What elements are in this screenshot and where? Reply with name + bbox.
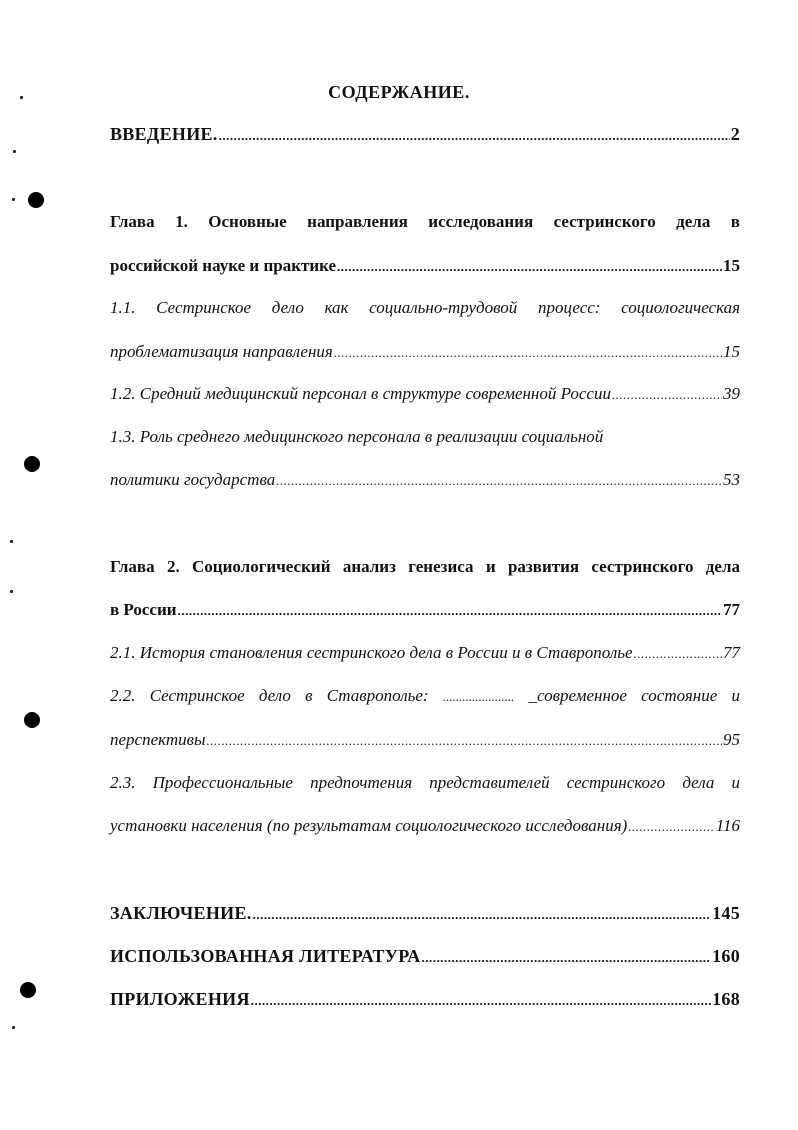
page-number: 168: [712, 989, 740, 1009]
page-number: 2: [730, 124, 740, 144]
dot-leader: [219, 128, 730, 144]
section-2-2-subtitle: _современное состояние и: [528, 686, 740, 705]
punch-hole: [24, 456, 40, 472]
toc-entry-appendix[interactable]: [110, 989, 740, 1010]
toc-entry-text: 1.2. Средний медицинский персонал в структуре современной России: [110, 384, 611, 403]
toc-entry-text: ЗАКЛЮЧЕНИЕ.: [110, 903, 252, 923]
scan-speck: [10, 540, 13, 543]
dot-leader: [634, 646, 722, 662]
section-2-3-heading: 2.3. Профессиональные предпочтения представителей сестринского дела и: [110, 773, 740, 792]
toc-entry-text: в России: [110, 600, 177, 619]
section-2-2-title: 2.2. Сестринское дело в Ставрополье:: [110, 686, 429, 705]
toc-entry-section-2-1[interactable]: [110, 643, 740, 663]
toc-entry-section-2-2[interactable]: [110, 730, 740, 750]
toc-entry-text: 2.1. История становления сестринского дела в России и в Ставрополье: [110, 643, 633, 662]
chapter-1-heading: Глава 1. Основные направления исследования сестринского дела в: [110, 212, 740, 231]
page-number: 15: [723, 342, 740, 361]
dot-leader: [628, 819, 714, 835]
scan-speck: [12, 1026, 15, 1029]
toc-entry-section-2-3[interactable]: [110, 816, 740, 836]
page-number: 77: [723, 643, 740, 662]
dot-leader: [207, 733, 722, 749]
toc-entry-chapter-1[interactable]: [110, 256, 740, 276]
toc-entry-text: проблематизация направления: [110, 342, 333, 361]
dot-leader: [253, 907, 712, 923]
punch-hole: [24, 712, 40, 728]
dot-leader: [276, 473, 722, 489]
toc-entry-chapter-2[interactable]: [110, 600, 740, 620]
toc-entry-text: ВВЕДЕНИЕ.: [110, 124, 218, 144]
scan-speck: [13, 150, 16, 153]
dot-leader: [251, 993, 711, 1009]
punch-hole: [20, 982, 36, 998]
toc-entry-section-1-1[interactable]: [110, 342, 740, 362]
page-title: СОДЕРЖАНИЕ.: [328, 82, 470, 102]
toc-entry-section-1-3[interactable]: [110, 470, 740, 490]
page-number: 160: [712, 946, 740, 966]
toc-entry-text: ПРИЛОЖЕНИЯ: [110, 989, 250, 1009]
toc-entry-text: перспективы: [110, 730, 206, 749]
section-1-1-heading: 1.1. Сестринское дело как социально-трудовой процесс: социологическая: [110, 298, 740, 317]
dot-leader: [612, 387, 722, 403]
scan-speck: [10, 590, 13, 593]
dot-leader: [178, 603, 722, 619]
section-1-3-heading: 1.3. Роль среднего медицинского персонала в реализации социальной: [110, 427, 604, 446]
toc-entry-text: политики государства: [110, 470, 276, 489]
page-number: 145: [712, 903, 740, 923]
toc-entry-literature[interactable]: [110, 946, 740, 967]
toc-entry-section-1-2[interactable]: [110, 384, 740, 404]
page-number: 77: [723, 600, 740, 619]
dot-leader: ......................: [442, 689, 515, 704]
page-number: 15: [723, 256, 740, 275]
dot-leader: [422, 950, 712, 966]
punch-hole: [28, 192, 44, 208]
toc-entry-text: российской науке и практике: [110, 256, 337, 275]
toc-entry-conclusion[interactable]: [110, 903, 740, 924]
chapter-2-heading: Глава 2. Социологический анализ генезиса и развития сестринского дела: [110, 557, 740, 576]
scan-speck: [12, 198, 15, 201]
page-number: 116: [715, 816, 740, 835]
dot-leader: [337, 259, 722, 275]
page-number: 39: [723, 384, 740, 403]
section-2-2-heading: [110, 686, 740, 706]
page-number: 53: [723, 470, 740, 489]
dot-leader: [334, 345, 722, 361]
page-number: 95: [723, 730, 740, 749]
toc-entry-intro[interactable]: [110, 124, 740, 145]
toc-entry-text: установки населения (по результатам социологического исследования): [110, 816, 628, 835]
toc-entry-text: ИСПОЛЬЗОВАННАЯ ЛИТЕРАТУРА: [110, 946, 421, 966]
